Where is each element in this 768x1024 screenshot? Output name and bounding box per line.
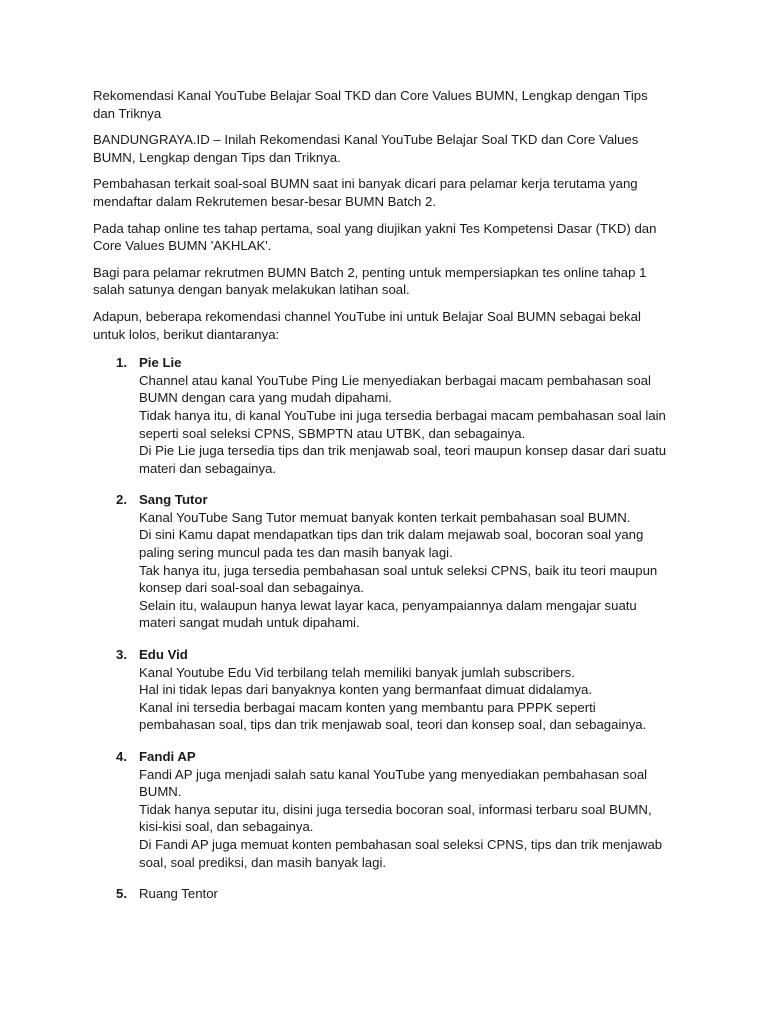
list-number: 3. [116, 647, 127, 663]
list-item-line: Tak hanya itu, juga tersedia pembahasan soal untuk seleksi CPNS, baik itu teori maupun konsep dari soal-soal dan sebagainya. [139, 562, 658, 596]
list-item-title: Ruang Tentor [139, 886, 218, 902]
list-item-title: Fandi AP [139, 749, 196, 764]
list-item [93, 354, 673, 477]
paragraph-preparation: Bagi para pelamar rekrutmen BUMN Batch 2, penting untuk mempersiapkan tes online tahap 1 salah satunya dengan banyak melakukan latihan soal. [93, 264, 647, 298]
list-item-line: Kanal YouTube Sang Tutor memuat banyak konten terkait pembahasan soal BUMN. [139, 509, 631, 525]
paragraph-list-intro: Adapun, beberapa rekomendasi channel YouTube ini untuk Belajar Soal BUMN sebagai bekal untuk lolos, berikut diantaranya: [93, 308, 641, 342]
list-number: 2. [116, 492, 127, 508]
list-item-line: Di Pie Lie juga tersedia tips dan trik menjawab soal, teori maupun konsep dasar dari suatu materi dan sebagainya. [139, 443, 667, 476]
list-item-line: Fandi AP juga menjadi salah satu kanal YouTube yang menyediakan pembahasan soal BUMN. [139, 766, 648, 800]
document-body [93, 87, 673, 903]
list-item [93, 646, 673, 734]
list-item-line: Kanal Youtube Edu Vid terbilang telah memiliki banyak jumlah subscribers. [139, 664, 575, 680]
list-item-title: Pie Lie [139, 355, 182, 371]
list-item-line: Tidak hanya seputar itu, disini juga tersedia bocoran soal, informasi terbaru soal BUMN, kisi-kisi soal, dan sebagainya. [139, 801, 652, 835]
list-number: 1. [116, 355, 127, 371]
list-item [93, 491, 673, 632]
list-item-line: Tidak hanya itu, di kanal YouTube ini juga tersedia berbagai macam pembahasan soal lain seperti soal seleksi CPNS, SBMPTN atau UTBK, dan sebagainya. [139, 407, 666, 441]
list-number: 4. [116, 749, 127, 764]
paragraph-test-stage: Pada tahap online tes tahap pertama, soal yang diujikan yakni Tes Kompetensi Dasar (TKD) dan Core Values BUMN 'AKHLAK'. [93, 220, 657, 254]
list-item-title: Edu Vid [139, 647, 188, 663]
list-item-line: Hal ini tidak lepas dari banyaknya konten yang bermanfaat dimuat didalamya. [139, 682, 593, 698]
paragraph-intro: BANDUNGRAYA.ID – Inilah Rekomendasi Kanal YouTube Belajar Soal TKD dan Core Values BUMN, Lengkap dengan Tips dan Triknya. [93, 132, 639, 165]
list-item-line: Kanal ini tersedia berbagai macam konten yang membantu para PPPK seperti pembahasan soal, tips dan trik menjawab soal, teori dan konsep soal, dan sebagainya. [139, 699, 647, 733]
list-item [93, 748, 673, 871]
list-item [93, 885, 673, 903]
list-number: 5. [116, 886, 127, 902]
list-item-line: Selain itu, walaupun hanya lewat layar kaca, penyampaiannya dalam mengajar suatu materi sangat mudah untuk dipahami. [139, 597, 637, 631]
list-item-line: Di Fandi AP juga memuat konten pembahasan soal seleksi CPNS, tips dan trik menjawab soal, soal prediksi, dan masih banyak lagi. [139, 836, 663, 870]
list-item-line: Di sini Kamu dapat mendapatkan tips dan trik dalam mejawab soal, bocoran soal yang paling sering muncul pada tes dan masih banyak lagi. [139, 527, 644, 561]
list-item-title: Sang Tutor [139, 492, 208, 508]
channel-list [93, 354, 673, 903]
document-title: Rekomendasi Kanal YouTube Belajar Soal TKD dan Core Values BUMN, Lengkap dengan Tips dan Triknya [93, 88, 648, 121]
list-item-line: Channel atau kanal YouTube Ping Lie menyediakan berbagai macam pembahasan soal BUMN dengan cara yang mudah dipahami. [139, 372, 651, 406]
paragraph-bumn-demand: Pembahasan terkait soal-soal BUMN saat ini banyak dicari para pelamar kerja terutama yang mendaftar dalam Rekrutemen besar-besar BUMN Batch 2. [93, 176, 638, 209]
